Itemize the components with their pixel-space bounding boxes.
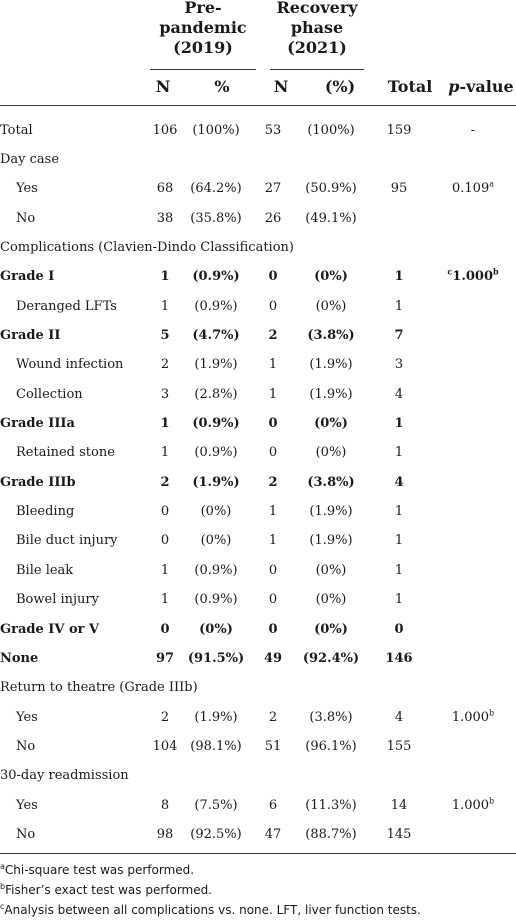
cell-pct-rec: (11.3%) — [305, 797, 357, 813]
cell-pvalue — [430, 556, 516, 585]
cell-total: 1 — [394, 416, 404, 432]
cell-n-pre: 1 — [160, 269, 170, 285]
cell-n-rec: 49 — [263, 650, 283, 666]
cell-pct-pre: (91.5%) — [187, 650, 245, 666]
cell-n-pre: 68 — [156, 181, 174, 197]
cell-pct-rec: (49.1%) — [305, 210, 357, 226]
cell-pct-pre: (92.5%) — [190, 826, 242, 842]
cell-n-rec: 1 — [268, 357, 278, 373]
cell-pvalue — [430, 439, 516, 468]
header-pre-line2: pandemic — [159, 18, 247, 37]
cell-pct-pre: (7.5%) — [194, 797, 238, 813]
cell-pct-pre: (0%) — [200, 504, 232, 520]
cell-pvalue — [430, 732, 516, 761]
table-bottom-rule — [0, 853, 516, 854]
cell-pct-pre: (1.9%) — [194, 709, 238, 725]
table-row — [0, 703, 516, 732]
cell-n-rec: 2 — [268, 709, 278, 725]
row-label: No — [16, 826, 36, 842]
table-row — [0, 615, 516, 644]
cell-pct-rec: (100%) — [307, 122, 355, 138]
footnote-c-mark: c — [0, 902, 5, 911]
header-pct-rec: (%) — [324, 77, 356, 96]
cell-pct-pre: (1.9%) — [192, 474, 240, 490]
cell-n-rec: 2 — [268, 328, 278, 344]
cell-total: 146 — [385, 650, 413, 666]
cell-n-rec: 51 — [264, 738, 282, 754]
table-row — [0, 820, 516, 849]
cell-pct-rec: (0%) — [314, 416, 348, 432]
header-bottom-rule — [0, 105, 516, 106]
row-label: Day case — [0, 152, 60, 168]
cell-pct-pre: (0%) — [199, 621, 233, 637]
cell-pct-pre: (0.9%) — [194, 562, 238, 578]
cell-total: 0 — [394, 621, 404, 637]
header-total: Total — [387, 77, 433, 96]
table-row — [0, 321, 516, 350]
cell-pct-pre: (0.9%) — [194, 592, 238, 608]
cell-pct-rec: (50.9%) — [305, 181, 357, 197]
cell-n-rec: 0 — [268, 621, 278, 637]
table-row — [0, 732, 516, 761]
cell-pct-rec: (3.8%) — [309, 709, 353, 725]
cell-pct-rec: (0%) — [315, 592, 347, 608]
cell-pvalue — [430, 644, 516, 673]
row-label: Yes — [16, 181, 38, 197]
cell-total: 1 — [394, 445, 404, 461]
cell-n-rec: 53 — [264, 122, 282, 138]
cell-pct-rec: (1.9%) — [309, 386, 353, 402]
pvalue-sup-mark: b — [489, 796, 495, 806]
table-row — [0, 674, 516, 703]
cell-n-pre: 1 — [160, 416, 170, 432]
cell-n-pre: 1 — [160, 562, 170, 578]
cell-pvalue — [430, 175, 516, 204]
cell-total: 3 — [394, 357, 404, 373]
cell-n-pre: 2 — [160, 474, 170, 490]
cell-pvalue — [430, 204, 516, 233]
cell-n-pre: 0 — [160, 533, 170, 549]
row-label: Bile duct injury — [16, 533, 118, 549]
table-row — [0, 145, 516, 174]
row-label: No — [16, 210, 36, 226]
cell-n-rec: 0 — [268, 445, 278, 461]
table-row — [0, 644, 516, 673]
cell-pvalue — [430, 497, 516, 526]
pvalue-sup-mark: b — [489, 708, 495, 718]
cell-pvalue — [430, 263, 516, 292]
cell-pvalue — [430, 292, 516, 321]
cell-pct-pre: (100%) — [192, 122, 240, 138]
table-row — [0, 380, 516, 409]
cell-pct-pre: (2.8%) — [194, 386, 238, 402]
cell-pct-rec: (3.8%) — [307, 328, 355, 344]
row-label: Retained stone — [16, 445, 115, 461]
cell-pct-pre: (0%) — [200, 533, 232, 549]
cell-n-pre: 97 — [155, 650, 175, 666]
cell-pct-rec: (0%) — [315, 298, 347, 314]
pvalue-sup-mark: b — [493, 267, 499, 278]
footnote-b — [0, 882, 212, 898]
cell-total: 1 — [394, 504, 404, 520]
cell-pct-pre: (98.1%) — [190, 738, 242, 754]
footnote-b-text: Fisher’s exact test was performed. — [5, 883, 213, 897]
cell-n-rec: 6 — [268, 797, 278, 813]
cell-n-rec: 27 — [264, 181, 282, 197]
row-label: Yes — [16, 797, 38, 813]
cell-pct-pre: (0.9%) — [192, 416, 240, 432]
table-row — [0, 409, 516, 438]
table-row — [0, 586, 516, 615]
row-label: Grade IV or V — [0, 621, 100, 637]
cell-n-pre: 104 — [152, 738, 178, 754]
pvalue-text: 1.000 — [451, 709, 490, 725]
header-pre-underline — [150, 69, 256, 70]
cell-total: 1 — [394, 298, 404, 314]
pvalue-pre-mark: c — [447, 267, 453, 278]
table-row — [0, 351, 516, 380]
row-label: Collection — [16, 386, 83, 402]
row-label: No — [16, 738, 36, 754]
cell-total: 1 — [394, 562, 404, 578]
row-label: Grade IIIa — [0, 416, 75, 432]
cell-n-pre: 5 — [160, 328, 170, 344]
cell-total: 4 — [394, 386, 404, 402]
cell-n-pre: 1 — [160, 445, 170, 461]
table-row — [0, 497, 516, 526]
footnote-c-text: Analysis between all complications vs. none. LFT, liver function tests. — [4, 903, 421, 917]
cell-n-rec: 0 — [268, 562, 278, 578]
cell-n-pre: 38 — [156, 210, 174, 226]
header-pvalue-rest: -value — [459, 77, 514, 96]
cell-pvalue — [430, 586, 516, 615]
cell-total: 7 — [394, 328, 404, 344]
footnote-b-mark: b — [0, 882, 6, 891]
cell-n-pre: 0 — [160, 504, 170, 520]
header-rec-line1: Recovery — [276, 0, 358, 17]
cell-pvalue — [430, 321, 516, 350]
cell-total: 1 — [394, 533, 404, 549]
header-pre-pandemic — [148, 0, 258, 58]
header-rec-line2: phase — [290, 18, 344, 37]
cell-pvalue — [430, 409, 516, 438]
table-row — [0, 116, 516, 145]
table-row — [0, 204, 516, 233]
pvalue-sup-mark: a — [489, 180, 494, 190]
header-n-pre: N — [155, 77, 171, 96]
cell-pct-pre: (1.9%) — [194, 357, 238, 373]
row-label: Yes — [16, 709, 38, 725]
cell-pvalue — [430, 380, 516, 409]
cell-pct-rec: (92.4%) — [302, 650, 360, 666]
cell-pct-pre: (64.2%) — [190, 181, 242, 197]
cell-n-rec: 0 — [268, 269, 278, 285]
table-row — [0, 233, 516, 262]
cell-total: 4 — [394, 709, 404, 725]
cell-pvalue — [430, 791, 516, 820]
pvalue-text: 1.000 — [452, 269, 493, 285]
row-label: Deranged LFTs — [16, 298, 117, 314]
pvalue-text: 1.000 — [451, 797, 490, 813]
cell-pct-rec: (96.1%) — [305, 738, 357, 754]
row-label: Grade II — [0, 328, 61, 344]
header-pre-line3: (2019) — [173, 38, 233, 57]
row-label: Bowel injury — [16, 592, 99, 608]
cell-n-pre: 3 — [160, 386, 170, 402]
row-label: Bile leak — [16, 562, 74, 578]
cell-n-rec: 0 — [268, 298, 278, 314]
cell-pct-rec: (0%) — [314, 269, 348, 285]
cell-pct-pre: (0.9%) — [194, 445, 238, 461]
cell-pvalue — [430, 116, 516, 145]
cell-n-pre: 2 — [160, 709, 170, 725]
cell-n-rec: 26 — [264, 210, 282, 226]
header-n-rec: N — [273, 77, 289, 96]
cell-n-rec: 1 — [268, 386, 278, 402]
header-rec-line3: (2021) — [287, 38, 347, 57]
cell-n-pre: 8 — [160, 797, 170, 813]
row-label: 30-day readmission — [0, 768, 129, 784]
row-label: Grade IIIb — [0, 474, 76, 490]
table-row — [0, 468, 516, 497]
cell-pvalue — [430, 703, 516, 732]
cell-pct-pre: (35.8%) — [190, 210, 242, 226]
cell-n-pre: 98 — [156, 826, 174, 842]
table-row — [0, 762, 516, 791]
cell-pct-rec: (1.9%) — [309, 357, 353, 373]
cell-pct-rec: (1.9%) — [309, 533, 353, 549]
cell-total: 1 — [394, 269, 404, 285]
pvalue-text: - — [470, 122, 476, 138]
cell-pct-pre: (4.7%) — [192, 328, 240, 344]
table-row — [0, 292, 516, 321]
header-rec-underline — [270, 69, 364, 70]
row-label: Return to theatre (Grade IIIb) — [0, 680, 198, 696]
header-recovery — [268, 0, 366, 58]
footnote-a-mark: a — [0, 862, 5, 871]
header-pct-pre: % — [214, 77, 230, 96]
cell-pct-rec: (0%) — [314, 621, 348, 637]
cell-pct-rec: (3.8%) — [307, 474, 355, 490]
cell-pct-rec: (1.9%) — [309, 504, 353, 520]
cell-pct-pre: (0.9%) — [194, 298, 238, 314]
cell-pct-pre: (0.9%) — [192, 269, 240, 285]
cell-pvalue — [430, 527, 516, 556]
cell-n-rec: 0 — [268, 416, 278, 432]
table-row — [0, 439, 516, 468]
cell-n-rec: 1 — [268, 533, 278, 549]
cell-pvalue — [430, 468, 516, 497]
cell-total: 14 — [390, 797, 408, 813]
row-label: Wound infection — [16, 357, 124, 373]
cell-n-pre: 106 — [152, 122, 178, 138]
cell-total: 95 — [390, 181, 408, 197]
row-label: Grade I — [0, 269, 55, 285]
cell-pct-rec: (0%) — [315, 562, 347, 578]
table-row — [0, 527, 516, 556]
row-label: Total — [0, 122, 33, 138]
cell-n-pre: 0 — [160, 621, 170, 637]
table-row — [0, 556, 516, 585]
cell-pct-rec: (88.7%) — [305, 826, 357, 842]
cell-n-rec: 1 — [268, 504, 278, 520]
footnote-c — [0, 902, 421, 918]
cell-n-rec: 47 — [264, 826, 282, 842]
table-row — [0, 791, 516, 820]
row-label: Complications (Clavien-Dindo Classification) — [0, 240, 294, 256]
cell-n-rec: 2 — [268, 474, 278, 490]
cell-n-rec: 0 — [268, 592, 278, 608]
row-label: None — [0, 650, 39, 666]
cell-pvalue — [430, 820, 516, 849]
cell-total: 145 — [386, 826, 412, 842]
header-pre-line1: Pre- — [184, 0, 222, 17]
footnote-a-text: Chi-square test was performed. — [4, 863, 195, 877]
cell-n-pre: 1 — [160, 592, 170, 608]
table-row — [0, 263, 516, 292]
cell-total: 1 — [394, 592, 404, 608]
pvalue-text: 0.109 — [452, 181, 490, 197]
cell-n-pre: 2 — [160, 357, 170, 373]
cell-total: 4 — [394, 474, 404, 490]
table-row — [0, 175, 516, 204]
results-table — [0, 116, 516, 850]
header-pvalue-p: p — [448, 77, 460, 96]
cell-total: 159 — [386, 122, 412, 138]
header-pvalue — [446, 77, 516, 97]
cell-total: 155 — [386, 738, 412, 754]
cell-pvalue — [430, 615, 516, 644]
cell-total — [368, 204, 430, 233]
cell-pct-rec: (0%) — [315, 445, 347, 461]
footnote-a — [0, 862, 194, 878]
cell-n-pre: 1 — [160, 298, 170, 314]
cell-pvalue — [430, 351, 516, 380]
row-label: Bleeding — [16, 504, 75, 520]
